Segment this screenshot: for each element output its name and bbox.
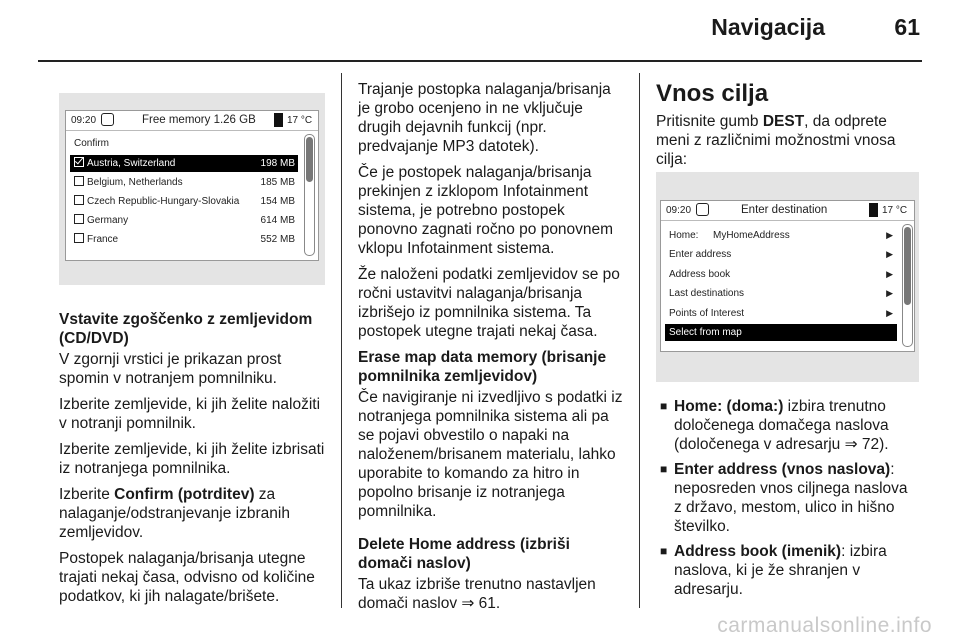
menu-item-label: Points of Interest [669,307,745,319]
checkbox-icon[interactable] [74,214,84,224]
destination-option-item: ■ Enter address (vnos naslova): neposreden vnos ciljnega naslova z državo, mestom, ulico in hišno številko. [660,460,918,536]
col2-paragraph-5: Ta ukaz izbriše trenutno nastavljen domači naslov ⇒ 61. [358,576,596,612]
map-list-item[interactable] [70,212,298,229]
screen2-scrollbar[interactable] [902,224,913,347]
checkbox-icon[interactable] [74,195,84,205]
map-name: Austria, Switzerland [74,155,175,172]
screen1-temperature: 17 °C [287,115,313,126]
screen2-temperature: 17 °C [882,205,908,216]
col2-paragraph-3: Že naloženi podatki zemljevidov se po ročni ustavitvi nalaganja/brisanja izbrišejo iz pomnilnika sistema. Ta postopek utegne trajati nekaj časa. [358,266,620,340]
col3-intro: Pritisnite gumb DEST, da odprete meni z različnimi možnostmi vnosa cilja: [656,113,896,168]
screen1-time: 09:20 [71,115,97,126]
menu-item-label: Last destinations [669,288,745,299]
screen2-time: 09:20 [666,205,692,216]
column-3 [656,80,918,176]
map-list-item[interactable] [70,193,298,210]
screen1-title: Free memory 1.26 GB [142,114,256,126]
chevron-right-icon: ▶ [886,268,893,279]
map-name: Belgium, Netherlands [74,174,183,191]
header-title: Navigacija [711,14,825,40]
col1-paragraph-1: V zgornji vrstici je prikazan prost spomin v notranjem pomnilniku. [59,351,282,387]
map-name: Germany [74,212,128,229]
destination-option-item: ■ Address book (imenik): izbira naslova, ki je že shranjen v adresarju. [660,542,918,599]
checkbox-icon[interactable] [74,176,84,186]
column-divider-2 [639,73,640,608]
menu-item-label: Select from map [669,327,742,338]
menu-item-label: Address book [669,268,731,280]
screen1-status-bar [66,111,318,131]
map-size: 614 MB [260,215,295,226]
battery-icon [274,113,283,127]
map-list-item[interactable] [70,231,298,248]
chevron-right-icon: ▶ [886,249,893,259]
col2-paragraph-4: Če navigiranje ni izvedljivo s podatki iz notranjega pomnilnika sistema ali pa se pojavi obvestilo o napaki na naloženem/brisanem materialu, lahko uporabite to komando za hitro in popolno brisanje iz notranjega pomnilnika. [358,389,623,520]
chevron-right-icon: ▶ [886,230,893,240]
screen2-scroll-thumb[interactable] [904,227,911,305]
destination-option-item: ■ Home: (doma:) izbira trenutno določenega domačega naslova (določenega v adresarju ⇒ 72). [660,397,918,454]
page-number: 61 [894,14,920,40]
destination-options-list [660,397,918,599]
map-name: Czech Republic-Hungary-Slovakia [74,193,239,210]
destination-menu-item[interactable] [665,246,897,263]
screen1-scrollbar[interactable] [304,134,315,256]
screen2-frame [656,172,919,382]
chevron-right-icon: ▶ [886,307,893,318]
screen2-title: Enter destination [741,204,828,216]
col1-paragraph-3: Izberite zemljevide, ki jih želite izbrisati iz notranjega pomnilnika. [59,441,325,477]
map-size: 154 MB [260,196,295,207]
map-memory-screen [65,110,319,261]
column-3-bullets [660,397,918,605]
clock-icon [101,113,114,126]
destination-menu-item[interactable] [665,266,897,283]
map-size: 198 MB [260,158,295,169]
col1-paragraph-5: Postopek nalaganja/brisanja utegne trajati nekaj časa, odvisno od količine podatkov, ki jih nalagate/brišete. [59,550,315,605]
map-list-item[interactable] [70,155,298,172]
destination-menu-item[interactable] [665,305,897,322]
col1-paragraph-2: Izberite zemljevide, ki jih želite naložiti v notranji pomnilnik. [59,396,321,432]
confirm-item[interactable]: Confirm [74,138,110,149]
destination-menu-item[interactable] [665,324,897,341]
section-heading-delete-home-address: Delete Home address (izbriši domači naslov) [358,536,570,572]
screen1-scroll-thumb[interactable] [306,137,313,182]
watermark: carmanualsonline.info [717,614,932,637]
battery-icon [869,203,878,217]
destination-menu-item[interactable] [665,285,897,302]
clock-icon [696,203,709,216]
col2-paragraph-2: Če je postopek nalaganja/brisanja prekinjen z izklopom Infotainment sistema, je potrebno postopek ponovno zagnati ročno po ponovnem vklopu Infotainment sistema. [358,164,614,257]
column-2 [358,80,626,620]
map-list-item[interactable] [70,174,298,191]
screen2-status-bar [661,201,914,221]
menu-item-label: Enter address [669,249,732,260]
map-size: 185 MB [260,177,295,188]
map-name: France [74,231,118,248]
enter-destination-screen [660,200,915,352]
map-size: 552 MB [260,234,295,245]
column-1 [59,310,329,613]
chevron-right-icon: ▶ [886,288,893,298]
checkbox-icon[interactable] [74,233,84,243]
section-heading-insert-map-disc: Vstavite zgoščenko z zemljevidom (CD/DVD) [59,311,313,347]
home-item[interactable]: Home: MyHomeAddress ▶ [665,227,897,244]
col1-paragraph-4: Izberite Confirm (potrditev) za nalaganje/odstranjevanje izbranih zemljevidov. [59,486,290,541]
column-divider-1 [341,73,342,608]
screen1-frame [59,93,325,285]
header-rule [38,60,922,62]
col2-paragraph-1: Trajanje postopka nalaganja/brisanja je grobo ocenjeno in ne vključuje drugih dejavnih funkcij (npr. predvajanje MP3 datotek). [358,81,611,155]
section-heading-erase-map-memory: Erase map data memory (brisanje pomnilnika zemljevidov) [358,349,607,385]
section-heading-destination-input: Vnos cilja [656,80,769,107]
checkbox-icon[interactable] [74,157,84,167]
